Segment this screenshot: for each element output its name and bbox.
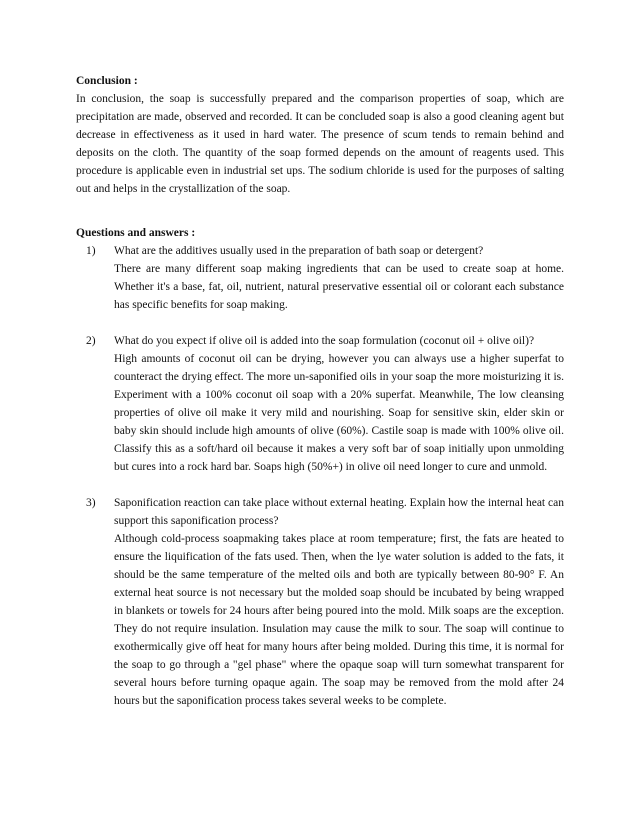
qa-list: [76, 242, 564, 710]
qa-answer: There are many different soap making ingredients that can be used to create soap at home. Whether it's a base, fat, oil, nutrient, natural preservative essential oil or colorant each substance has specific benefits for soap making.: [114, 263, 564, 311]
qa-number: 1): [86, 245, 96, 257]
qa-heading: Questions and answers :: [76, 227, 196, 239]
qa-answer: High amounts of coconut oil can be drying, however you can always use a higher superfat to counteract the drying effect. The more un-saponified oils in your soap the more moisturizing it is. Experiment with a 100% coconut oil soap with a 20% superfat. Meanwhile, The low cleansing properties of olive oil make it very mild and nourishing. Soap for sensitive skin, elder skin or baby skin should include high amounts of olive (60%). Castile soap is made with 100% olive oil. Classify this as a soft/hard oil because it makes a very soft bar of soap initially upon unmolding but cures into a rock hard bar. Soaps high (50%+) in olive oil need longer to cure and unmold.: [114, 353, 564, 473]
conclusion-heading: Conclusion :: [76, 75, 138, 87]
qa-number: 3): [86, 497, 96, 509]
qa-question: Saponification reaction can take place without external heating. Explain how the internal heat can support this saponification process?: [114, 497, 564, 527]
questions-answers-section: [76, 224, 564, 710]
qa-number: 2): [86, 335, 96, 347]
document-page: [76, 72, 564, 728]
qa-item-1: [76, 242, 564, 314]
qa-question: What are the additives usually used in the preparation of bath soap or detergent?: [114, 245, 484, 257]
qa-item-2: [76, 332, 564, 476]
qa-question: What do you expect if olive oil is added into the soap formulation (coconut oil + olive oil)?: [114, 335, 535, 347]
conclusion-paragraph: In conclusion, the soap is successfully prepared and the comparison properties of soap, which are precipitation are made, observed and recorded. It can be concluded soap is also a good cleaning agent but decrease in effectiveness as it used in hard water. The presence of scum tends to remain behind and deposits on the cloth. The quantity of the soap formed depends on the amount of reagents used. This procedure is applicable even in industrial set ups. The sodium chloride is used for the purposes of salting out and helps in the crystallization of the soap.: [76, 93, 564, 195]
qa-item-3: [76, 494, 564, 710]
qa-answer: Although cold-process soapmaking takes place at room temperature; first, the fats are heated to ensure the liquification of the fats used. Then, when the lye water solution is added to the fats, it should be the same temperature of the melted oils and both are typically between 80-90° F. An external heat source is not necessary but the molded soap should be incubated by being wrapped in blankets or towels for 24 hours after being poured into the mold. Milk soaps are the exception. They do not require insulation. Insulation may cause the milk to sour. The soap will continue to exothermically give off heat for many hours after being molded. During this time, it is normal for the soap to go through a "gel phase" where the opaque soap will turn somewhat transparent for several hours before turning opaque again. The soap may be removed from the mold after 24 hours but the saponification process takes several weeks to be complete.: [114, 533, 564, 707]
conclusion-section: [76, 72, 564, 198]
